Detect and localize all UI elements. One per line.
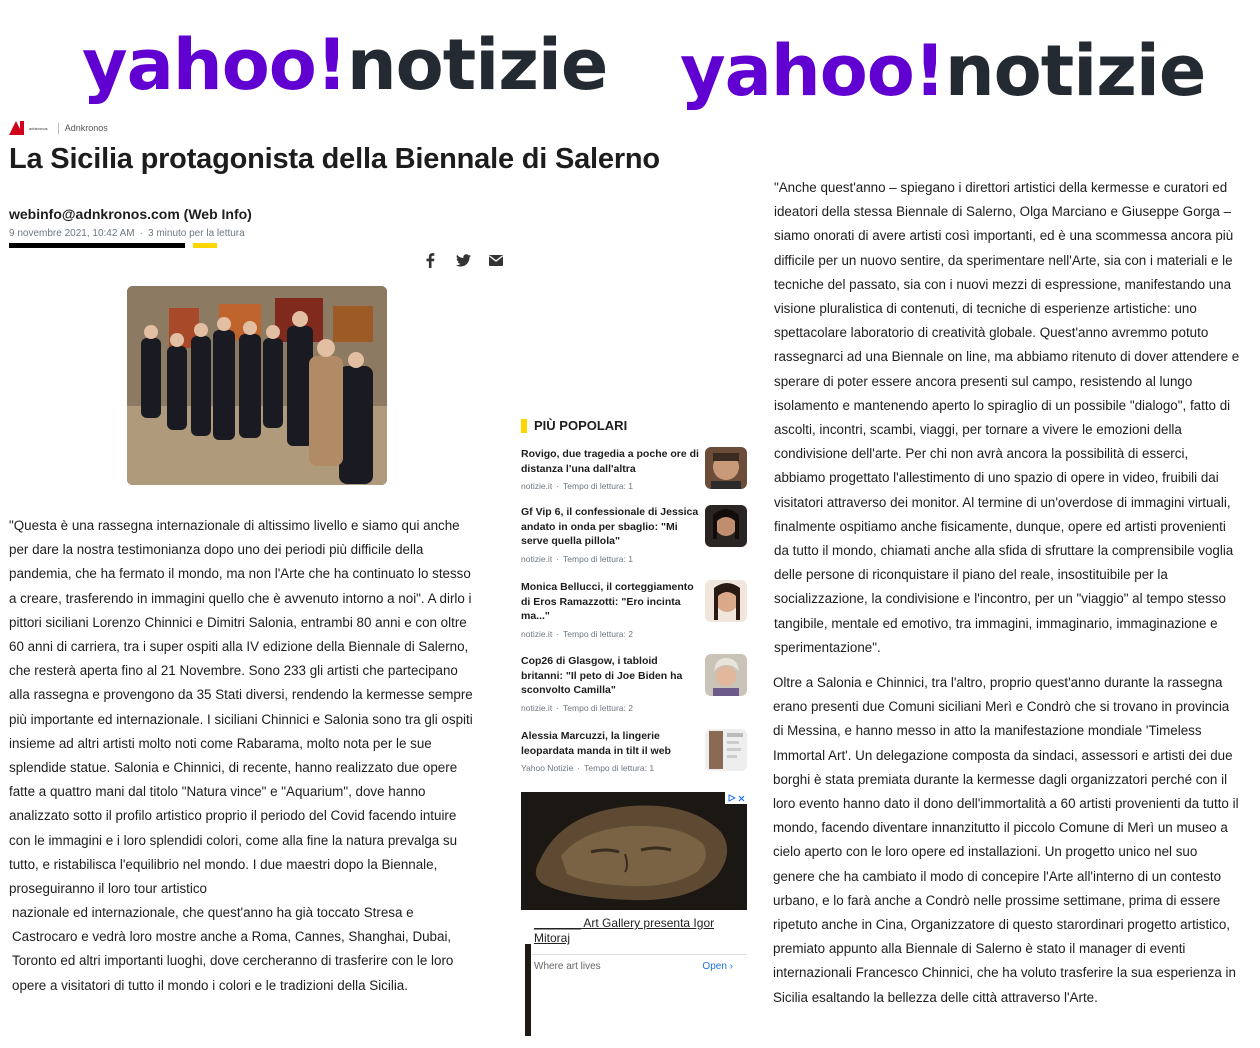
article-date: 9 novembre 2021, 10:42 AM bbox=[9, 228, 135, 239]
popular-item[interactable] bbox=[521, 654, 749, 713]
popular-item-title[interactable]: Monica Bellucci, il corteggiamento di Eros Ramazzotti: "Ero incinta ma..." bbox=[521, 581, 694, 622]
divider bbox=[58, 123, 59, 134]
popular-item[interactable] bbox=[521, 580, 749, 639]
popular-item-thumbnail[interactable] bbox=[705, 505, 747, 547]
popular-item-thumbnail[interactable] bbox=[705, 447, 747, 489]
adnkronos-logo-icon bbox=[9, 121, 27, 135]
email-icon[interactable] bbox=[488, 252, 504, 268]
adchoices-icon[interactable] bbox=[725, 792, 747, 804]
adnkronos-logo[interactable] bbox=[9, 121, 48, 135]
popular-item-title[interactable]: Cop26 di Glasgow, i tabloid britanni: "Il peto di Joe Biden ha sconvolto Camilla" bbox=[521, 655, 683, 696]
popular-item-title[interactable]: Gf Vip 6, il confessionale di Jessica andato in onda per sbaglio: "Mi serve quella pillola" bbox=[521, 506, 699, 547]
ad-card[interactable] bbox=[521, 792, 747, 978]
popular-item-thumbnail[interactable] bbox=[705, 580, 747, 622]
popular-heading bbox=[521, 418, 627, 433]
heading-accent bbox=[521, 419, 527, 433]
article-paragraph: "Questa è una rassegna internazionale di altissimo livello e siamo qui anche per dare la nostra testimonianza dopo uno dei periodi più difficile della pandemia, che ha fermato il mondo, ma non l'Arte che ha continuato lo stesso a creare, trasferendo in immagini quello che è avvenuto intorno a noi". A dirlo i pittori siciliani Lorenzo Chinnici e Dimitri Salonia, entrambi 80 anni e con oltre 60 anni di carriera, tra i super ospiti alla IV edizione della Biennale di Salerno, che resterà aperta fino al 21 Novembre. Sono 233 gli artisti che partecipano alla rassegna e provengono da 35 Stati diversi, rendendo la kermesse sempre più importante ed internazionale. I siciliani Chinnici e Salonia sono tra gli ospiti insieme ad altri artisti molto noti come Rabarama, molto nota per le sue splendide statue. Salonia e Chinnici, di recente, hanno realizzato due opere fatte a quattro mani dal titolo "Natura vince" e "Aquarium", dove hanno analizzato sotto il profilo artistico proprio il periodo del Covid facendo intuire con le immagini e i loro splendidi colori, come alla fine la natura prevalga su tutto, e ristabilisca l'equilibrio nel mondo. I due maestri dopo la Biennale, proseguiranno il loro tour artistico bbox=[9, 518, 473, 897]
ad-open-button[interactable]: Open › bbox=[702, 961, 733, 972]
ad-divider bbox=[532, 954, 747, 955]
article-paragraph: nazionale ed internazionale, che quest'anno ha già toccato Stresa e Castrocaro e vedrà loro mostre anche a Roma, Cannes, Shanghai, Dubai, Toronto ed altri importanti luoghi, dove cercheranno di trasferire con le loro opere a visitatori di tutto il mondo i colori e le tradizioni della Sicilia. bbox=[12, 905, 454, 993]
popular-item-meta: notizie.it · Tempo di lettura: 1 bbox=[521, 553, 633, 564]
popular-item-title[interactable]: Alessia Marcuzzi, la lingerie leopardata manda in tilt il web bbox=[521, 730, 671, 757]
source-name[interactable]: Adnkronos bbox=[64, 123, 108, 133]
yahoo-notizie-logo[interactable]: yahoo!notizie bbox=[82, 24, 608, 106]
yahoo-notizie-logo[interactable]: yahoo!notizie bbox=[680, 30, 1206, 112]
popular-item-title[interactable]: Rovigo, due tragedia a poche ore di distanza l'una dall'altra bbox=[521, 448, 699, 475]
article-paragraph: Oltre a Salonia e Chinnici, tra l'altro, proprio quest'anno durante la rassegna erano presenti due Comuni siciliani Merì e Condrò che si trovano in provincia di Messina, e hanno messo in atto la manifestazione mondiale 'Timeless Immortal Art'. Un delegazione composta da sindaci, assessori e artisti dei due borghi è stata premiata durante la kermesse dagli organizzatori perché con il loro evento hanno dato il dono dell'immortalità a 60 artisti provenienti da tutto il mondo, facendo diventare innanzitutto il piccolo Comune di Merì un museo a cielo aperto con le loro opere ed installazioni. Un progetto unico nel suo genere che ha cambiato il modo di concepire l'Arte all'interno di un contesto urbano, e lo farà anche a Condrò nelle prossime settimane, prima di essere ripetuto anche in Cina, Organizzatore di questo starordinari progetto artistico, premiato appunto alla Biennale di Salerno è stato il manager di eventi internazionali Francesco Chinnici, che ha voluto trasferire la sua esperienza in Sicilia esaltando la bellezza delle città attraverso l'Arte. bbox=[773, 675, 1239, 1005]
ad-source: Where art lives bbox=[534, 961, 601, 972]
adnkronos-wordmark: adnkronos bbox=[29, 125, 48, 131]
popular-item-thumbnail[interactable] bbox=[705, 654, 747, 696]
source-row bbox=[9, 120, 108, 136]
article-photo[interactable] bbox=[127, 286, 387, 485]
popular-item[interactable] bbox=[521, 447, 749, 491]
popular-item-meta: Yahoo Notizie · Tempo di lettura: 1 bbox=[521, 763, 655, 773]
ad-image[interactable] bbox=[521, 792, 747, 910]
read-time: 3 minuto per la lettura bbox=[147, 228, 245, 239]
popular-item-thumbnail[interactable] bbox=[705, 729, 747, 771]
article-paragraph: "Anche quest'anno – spiegano i direttori artistici della kermesse e curatori ed ideatori della stessa Biennale di Salerno, Olga Marciano e Giuseppe Gorga – siamo onorati di avere artisti così importanti, ed è una scommessa ancora più difficile per un nuovo sentire, da sperimentare nell'Arte, sia con i materiali e le tecniche del passato, sia con i nuovi mezzi di espressione, manifestando una visione pluralistica di contenuti, di tecniche di esperienze artistiche: uno spettacolare laboratorio di creatività globale. Quest'anno avremmo potuto rassegnarci ad una Biennale on line, ma abbiamo ritenuto di dover attendere e sperare di poter essere ancora presenti sul campo, resistendo al lungo isolamento e mantenendo aperto lo spiraglio di un possibile "dialogo", fatto di ascolti, incontri, scambi, viaggi, per tornare a vivere le emozioni della condivisione dell'arte. Per chi non avrà ancora la possibilità di esserci, abbiamo progettato l'allestimento di uno spazio di opere in video, fruibili dai visitatori attraverso dei monitor. Al termine di un'overdose di immagini virtuali, finalmente ospitiamo anche fisicamente, dunque, opere ed artisti provenienti da tutto il mondo, chiamati anche alla sfida di sfruttare la comprensibile voglia delle persone di riconquistare il piano del reale, insostituibile per la socializzazione, la condivisione e l'incontro, per un "viaggio" al tempo stesso tangibile, mentale ed emotivo, tra immagini, immaginario, immaginazione e sperimentazione". bbox=[774, 180, 1240, 655]
ad-image-strip bbox=[525, 944, 531, 1036]
byline-accent bbox=[193, 243, 217, 248]
article-author[interactable]: webinfo@adnkronos.com (Web Info) bbox=[9, 206, 252, 222]
popular-heading-label: PIÙ POPOLARI bbox=[534, 418, 628, 433]
article-title: La Sicilia protagonista della Biennale di Salerno bbox=[9, 143, 660, 175]
popular-item[interactable] bbox=[521, 729, 749, 773]
popular-item[interactable] bbox=[521, 505, 749, 564]
facebook-icon[interactable] bbox=[422, 252, 438, 268]
article-meta: 9 novembre 2021, 10:42 AM · 3 minuto per la lettura bbox=[9, 228, 245, 239]
twitter-icon[interactable] bbox=[455, 252, 471, 268]
byline-underline bbox=[9, 243, 185, 248]
popular-item-meta: notizie.it · Tempo di lettura: 1 bbox=[521, 481, 633, 491]
popular-item-meta: notizie.it · Tempo di lettura: 2 bbox=[521, 702, 633, 713]
popular-item-meta: notizie.it · Tempo di lettura: 2 bbox=[521, 628, 633, 639]
ad-title[interactable]: _______ Art Gallery presenta Igor Mitoraj bbox=[534, 916, 715, 945]
